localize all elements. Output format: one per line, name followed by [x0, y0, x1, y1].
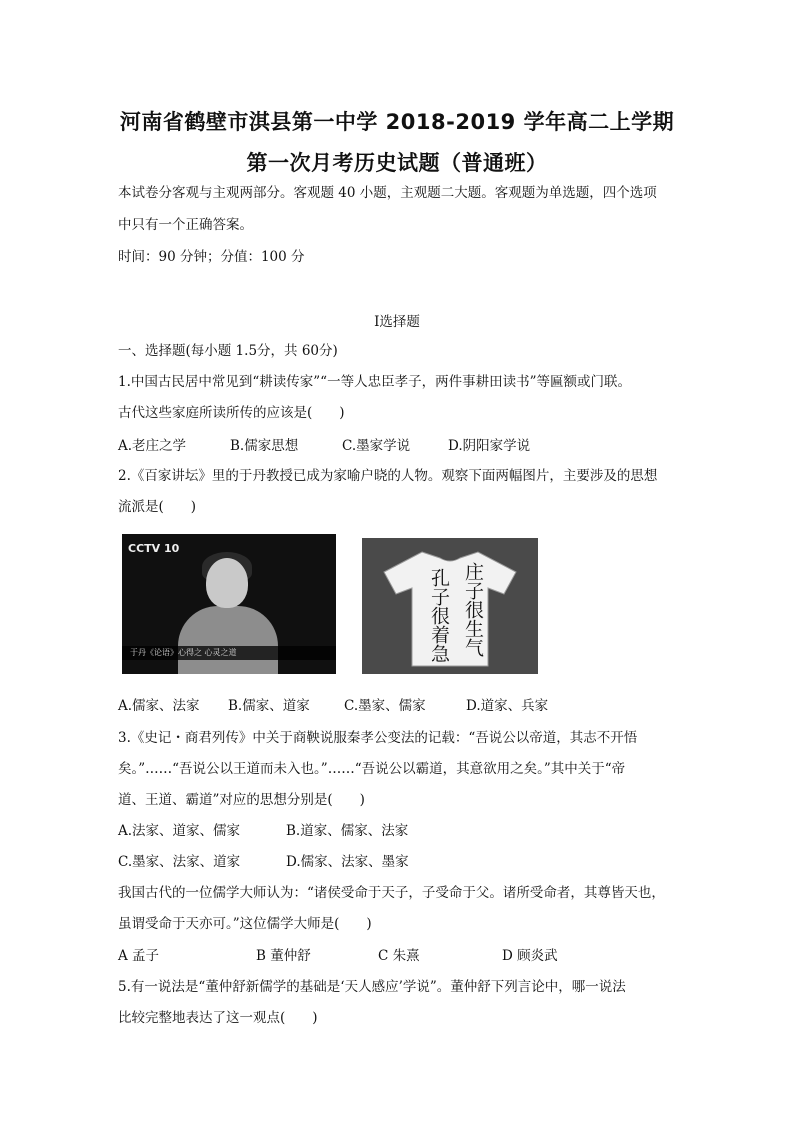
q2-option-b: B.儒家、道家 [228, 698, 310, 714]
tshirt-shape [382, 548, 518, 668]
tshirt-photo [362, 538, 538, 674]
q4-option-a: A 孟子 [118, 948, 160, 964]
q1-options [118, 437, 678, 455]
q2-option-c: C.墨家、儒家 [344, 698, 426, 714]
q1-option-b: B.儒家思想 [230, 438, 299, 454]
q2-line2: 流派是( ) [118, 499, 197, 515]
intro-line1: 本试卷分客观与主观两部分。客观题 40 小题，主观题二大题。客观题为单选题，四个选项 [118, 185, 657, 201]
intro-line2: 中只有一个正确答案。 [118, 217, 253, 233]
q4-options [118, 947, 678, 965]
q2-options [118, 697, 678, 715]
q3-options-row2 [118, 853, 678, 871]
q4-line1: 我国古代的一位儒学大师认为：“诸侯受命于天子，子受命于父。诸所受命者，其尊皆天也， [118, 885, 665, 901]
tv-lecture-photo [122, 534, 336, 674]
q3-line1: 3.《史记・商君列传》中关于商鞅说服秦孝公变法的记载：“吾说公以帝道，其志不开悟 [118, 730, 638, 746]
q4-option-b: B 董仲舒 [256, 948, 311, 964]
q2-option-a: A.儒家、法家 [118, 698, 200, 714]
q3-option-d: D.儒家、法家、墨家 [286, 854, 409, 870]
presenter-head [206, 558, 248, 608]
q2-line1: 2.《百家讲坛》里的于丹教授已成为家喻户晓的人物。观察下面两幅图片，主要涉及的思想 [118, 468, 658, 484]
q5-line2: 比较完整地表达了这一观点( ) [118, 1010, 318, 1026]
section-heading: I选择题 [374, 314, 420, 330]
tv-caption: 于丹《论语》心得之 心灵之道 [122, 646, 336, 660]
presenter-body [178, 606, 278, 674]
q3-option-a: A.法家、道家、儒家 [118, 823, 241, 839]
q3-options-row1 [118, 822, 678, 840]
tshirt-text-col1: 庄子很生气 [462, 562, 484, 657]
q1-option-a: A.老庄之学 [118, 438, 187, 454]
q1-option-d: D.阴阳家学说 [448, 438, 531, 454]
q1-option-c: C.墨家学说 [342, 438, 411, 454]
q3-option-c: C.墨家、法家、道家 [118, 854, 241, 870]
q3-option-b: B.道家、儒家、法家 [286, 823, 409, 839]
exam-title-line2: 第一次月考历史试题（普通班） [246, 151, 548, 175]
q2-option-d: D.道家、兵家 [466, 698, 549, 714]
q5-line1: 5.有一说法是“董仲舒新儒学的基础是‘天人感应’学说”。董仲舒下列言论中，哪一说法 [118, 979, 626, 995]
exam-title-line1: 河南省鹤壁市淇县第一中学 2018-2019 学年高二上学期 [119, 110, 675, 134]
section-subheading: 一、选择题(每小题 1.5分，共 60分) [118, 343, 338, 359]
q4-option-c: C 朱熹 [378, 948, 420, 964]
q4-line2: 虽谓受命于天亦可。”这位儒学大师是( ) [118, 916, 372, 932]
q1-line2: 古代这些家庭所读所传的应该是( ) [118, 405, 345, 421]
q3-line2: 矣。”……“吾说公以王道而未入也。”……“吾说公以霸道，其意欲用之矣。”其中关于“帝 [118, 761, 626, 777]
time-info: 时间：90 分钟；分值：100 分 [118, 249, 305, 265]
q1-line1: 1.中国古民居中常见到“耕读传家”“一等人忠臣孝子，两件事耕田读书”等匾额或门联。 [118, 374, 631, 390]
q4-option-d: D 顾炎武 [502, 948, 558, 964]
q3-line3: 道、王道、霸道”对应的思想分别是( ) [118, 792, 365, 808]
cctv-logo: CCTV 10 [128, 542, 180, 555]
tshirt-text-col2: 孔子很着急 [428, 568, 450, 663]
